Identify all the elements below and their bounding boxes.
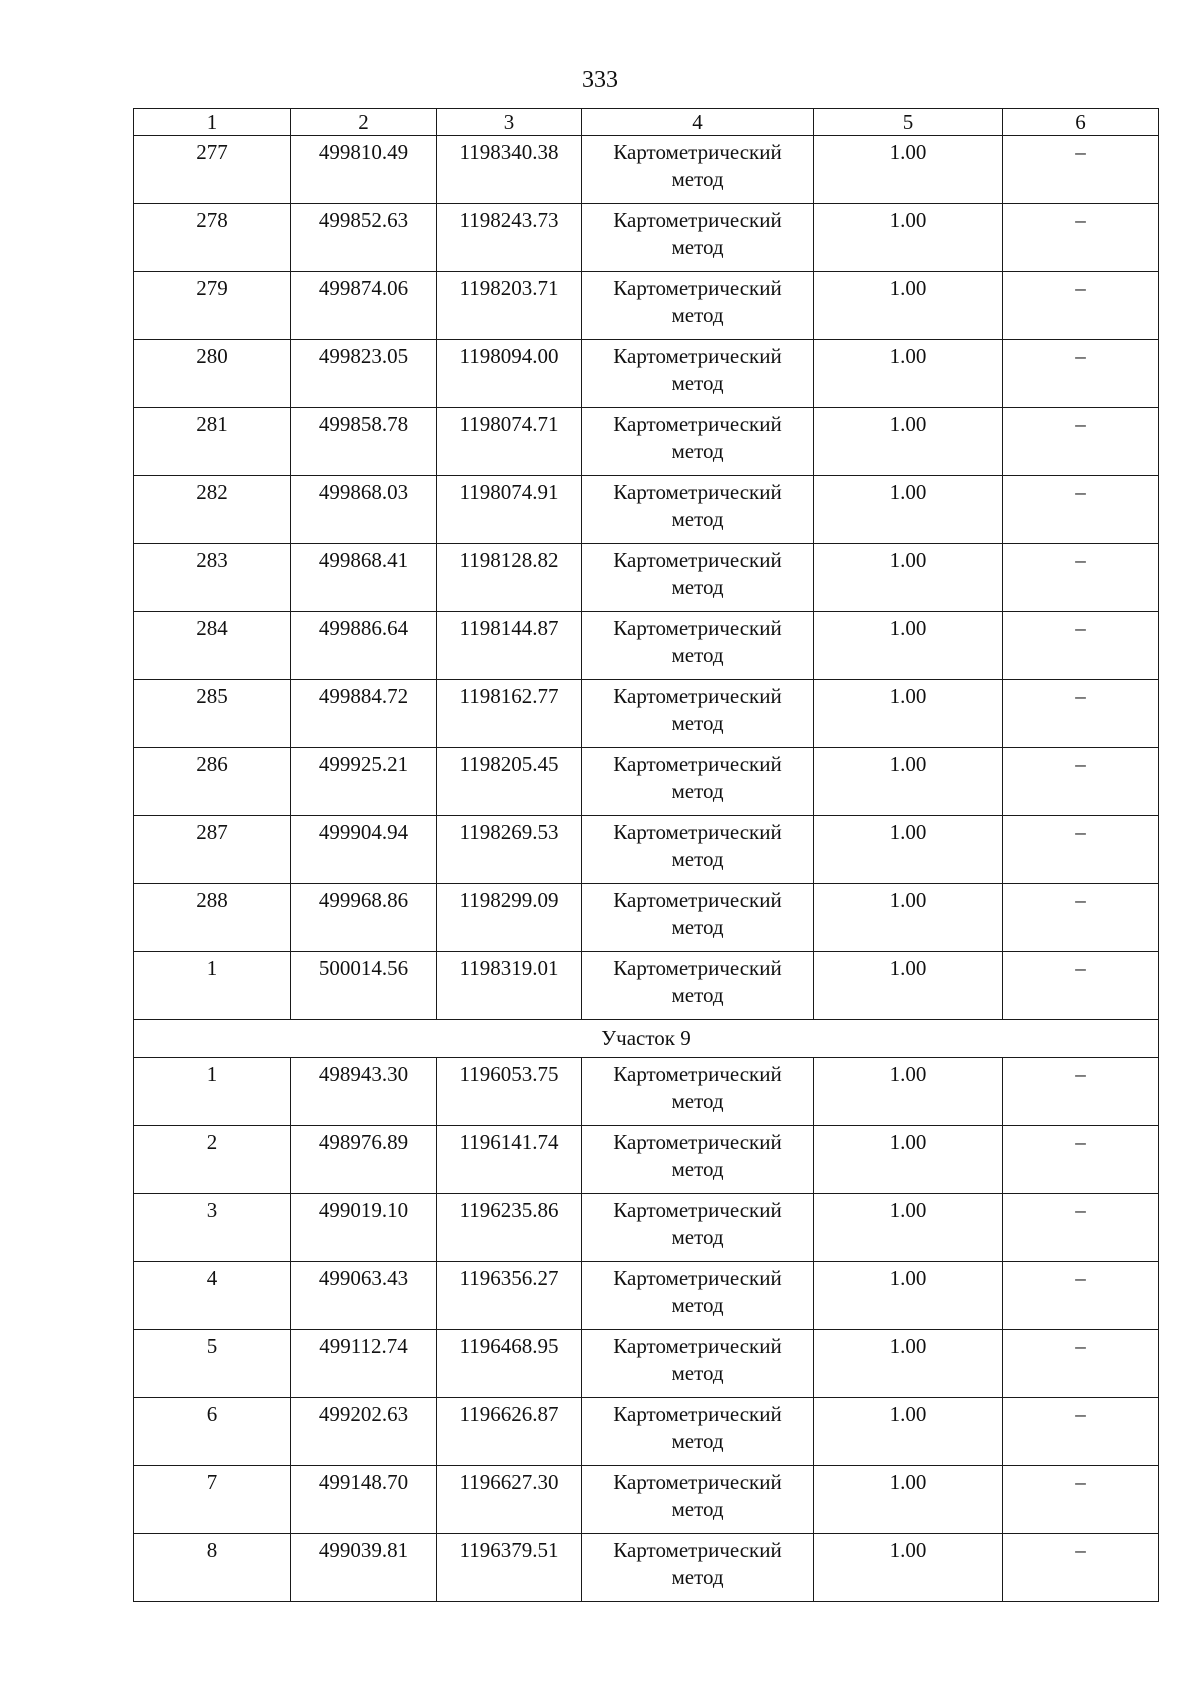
method-text: Картометрический метод (613, 1130, 782, 1181)
accuracy-cell: 1.00 (814, 204, 1003, 272)
page-number: 333 (582, 67, 618, 93)
method-cell (582, 884, 814, 952)
table-row (134, 1126, 1159, 1194)
table-row (134, 1534, 1159, 1602)
accuracy-cell: 1.00 (814, 1466, 1003, 1534)
x-coordinate-cell: 498943.30 (291, 1058, 437, 1126)
table-row (134, 1262, 1159, 1330)
table-header-row (134, 109, 1159, 136)
note-cell: – (1003, 884, 1159, 952)
y-coordinate-cell: 1198203.71 (437, 272, 582, 340)
section-title: Участок 9 (134, 1020, 1159, 1058)
method-cell (582, 340, 814, 408)
x-coordinate-cell: 499904.94 (291, 816, 437, 884)
method-text: Картометрический метод (613, 208, 782, 259)
accuracy-cell: 1.00 (814, 1262, 1003, 1330)
column-header: 6 (1003, 109, 1159, 136)
point-number-cell: 277 (134, 136, 291, 204)
method-cell (582, 1262, 814, 1330)
x-coordinate-cell: 499858.78 (291, 408, 437, 476)
table-row (134, 476, 1159, 544)
method-cell (582, 1126, 814, 1194)
table-row (134, 272, 1159, 340)
y-coordinate-cell: 1196379.51 (437, 1534, 582, 1602)
accuracy-cell: 1.00 (814, 1398, 1003, 1466)
point-number-cell: 1 (134, 1058, 291, 1126)
method-text: Картометрический метод (613, 616, 782, 667)
point-number-cell: 281 (134, 408, 291, 476)
note-cell: – (1003, 680, 1159, 748)
x-coordinate-cell: 500014.56 (291, 952, 437, 1020)
method-text: Картометрический метод (613, 820, 782, 871)
note-cell: – (1003, 1466, 1159, 1534)
method-cell (582, 748, 814, 816)
table-row (134, 612, 1159, 680)
method-cell (582, 136, 814, 204)
coordinates-table (133, 108, 1159, 1602)
note-cell: – (1003, 1126, 1159, 1194)
method-text: Картометрический метод (613, 1402, 782, 1453)
point-number-cell: 285 (134, 680, 291, 748)
x-coordinate-cell: 499884.72 (291, 680, 437, 748)
method-cell (582, 272, 814, 340)
y-coordinate-cell: 1196356.27 (437, 1262, 582, 1330)
method-text: Картометрический метод (613, 956, 782, 1007)
method-text: Картометрический метод (613, 140, 782, 191)
y-coordinate-cell: 1198128.82 (437, 544, 582, 612)
point-number-cell: 4 (134, 1262, 291, 1330)
accuracy-cell: 1.00 (814, 340, 1003, 408)
column-header: 3 (437, 109, 582, 136)
y-coordinate-cell: 1196235.86 (437, 1194, 582, 1262)
table-row (134, 544, 1159, 612)
table-row (134, 1058, 1159, 1126)
table-row (134, 1466, 1159, 1534)
x-coordinate-cell: 499874.06 (291, 272, 437, 340)
column-header: 4 (582, 109, 814, 136)
y-coordinate-cell: 1198269.53 (437, 816, 582, 884)
x-coordinate-cell: 499823.05 (291, 340, 437, 408)
y-coordinate-cell: 1196053.75 (437, 1058, 582, 1126)
accuracy-cell: 1.00 (814, 408, 1003, 476)
y-coordinate-cell: 1198299.09 (437, 884, 582, 952)
y-coordinate-cell: 1196626.87 (437, 1398, 582, 1466)
method-text: Картометрический метод (613, 480, 782, 531)
table-row (134, 204, 1159, 272)
method-text: Картометрический метод (613, 752, 782, 803)
y-coordinate-cell: 1198094.00 (437, 340, 582, 408)
x-coordinate-cell: 499063.43 (291, 1262, 437, 1330)
method-text: Картометрический метод (613, 888, 782, 939)
note-cell: – (1003, 476, 1159, 544)
note-cell: – (1003, 1330, 1159, 1398)
table-row (134, 1330, 1159, 1398)
note-cell: – (1003, 408, 1159, 476)
note-cell: – (1003, 204, 1159, 272)
x-coordinate-cell: 499868.03 (291, 476, 437, 544)
y-coordinate-cell: 1198205.45 (437, 748, 582, 816)
table-row (134, 748, 1159, 816)
note-cell: – (1003, 1398, 1159, 1466)
y-coordinate-cell: 1198162.77 (437, 680, 582, 748)
note-cell: – (1003, 952, 1159, 1020)
accuracy-cell: 1.00 (814, 952, 1003, 1020)
table-row (134, 952, 1159, 1020)
accuracy-cell: 1.00 (814, 1534, 1003, 1602)
accuracy-cell: 1.00 (814, 816, 1003, 884)
method-text: Картометрический метод (613, 1538, 782, 1589)
point-number-cell: 283 (134, 544, 291, 612)
method-cell (582, 1058, 814, 1126)
point-number-cell: 280 (134, 340, 291, 408)
x-coordinate-cell: 499148.70 (291, 1466, 437, 1534)
method-cell (582, 544, 814, 612)
column-header: 5 (814, 109, 1003, 136)
x-coordinate-cell: 498976.89 (291, 1126, 437, 1194)
point-number-cell: 284 (134, 612, 291, 680)
method-cell (582, 1194, 814, 1262)
x-coordinate-cell: 499810.49 (291, 136, 437, 204)
point-number-cell: 2 (134, 1126, 291, 1194)
note-cell: – (1003, 544, 1159, 612)
method-text: Картометрический метод (613, 1062, 782, 1113)
x-coordinate-cell: 499039.81 (291, 1534, 437, 1602)
point-number-cell: 288 (134, 884, 291, 952)
method-cell (582, 1466, 814, 1534)
table-row (134, 408, 1159, 476)
accuracy-cell: 1.00 (814, 680, 1003, 748)
method-cell (582, 408, 814, 476)
table-row (134, 680, 1159, 748)
accuracy-cell: 1.00 (814, 748, 1003, 816)
note-cell: – (1003, 136, 1159, 204)
accuracy-cell: 1.00 (814, 884, 1003, 952)
y-coordinate-cell: 1198319.01 (437, 952, 582, 1020)
accuracy-cell: 1.00 (814, 272, 1003, 340)
method-text: Картометрический метод (613, 684, 782, 735)
method-cell (582, 680, 814, 748)
note-cell: – (1003, 1058, 1159, 1126)
point-number-cell: 282 (134, 476, 291, 544)
note-cell: – (1003, 1534, 1159, 1602)
accuracy-cell: 1.00 (814, 136, 1003, 204)
x-coordinate-cell: 499852.63 (291, 204, 437, 272)
note-cell: – (1003, 612, 1159, 680)
note-cell: – (1003, 1194, 1159, 1262)
method-cell (582, 1534, 814, 1602)
y-coordinate-cell: 1198074.71 (437, 408, 582, 476)
x-coordinate-cell: 499886.64 (291, 612, 437, 680)
table-row (134, 816, 1159, 884)
point-number-cell: 286 (134, 748, 291, 816)
note-cell: – (1003, 1262, 1159, 1330)
table-row (134, 1398, 1159, 1466)
method-text: Картометрический метод (613, 1470, 782, 1521)
point-number-cell: 287 (134, 816, 291, 884)
accuracy-cell: 1.00 (814, 1194, 1003, 1262)
point-number-cell: 6 (134, 1398, 291, 1466)
method-text: Картометрический метод (613, 412, 782, 463)
column-header: 1 (134, 109, 291, 136)
method-cell (582, 1398, 814, 1466)
table-row (134, 1194, 1159, 1262)
method-cell (582, 612, 814, 680)
accuracy-cell: 1.00 (814, 612, 1003, 680)
table-row (134, 884, 1159, 952)
note-cell: – (1003, 340, 1159, 408)
method-cell (582, 952, 814, 1020)
method-cell (582, 816, 814, 884)
note-cell: – (1003, 272, 1159, 340)
method-text: Картометрический метод (613, 1266, 782, 1317)
x-coordinate-cell: 499019.10 (291, 1194, 437, 1262)
method-cell (582, 1330, 814, 1398)
point-number-cell: 7 (134, 1466, 291, 1534)
y-coordinate-cell: 1198144.87 (437, 612, 582, 680)
point-number-cell: 8 (134, 1534, 291, 1602)
section-row (134, 1020, 1159, 1058)
point-number-cell: 279 (134, 272, 291, 340)
y-coordinate-cell: 1198074.91 (437, 476, 582, 544)
table-row (134, 136, 1159, 204)
point-number-cell: 3 (134, 1194, 291, 1262)
point-number-cell: 5 (134, 1330, 291, 1398)
method-text: Картометрический метод (613, 344, 782, 395)
method-text: Картометрический метод (613, 1198, 782, 1249)
point-number-cell: 278 (134, 204, 291, 272)
note-cell: – (1003, 748, 1159, 816)
y-coordinate-cell: 1198243.73 (437, 204, 582, 272)
accuracy-cell: 1.00 (814, 1330, 1003, 1398)
table-row (134, 340, 1159, 408)
method-text: Картометрический метод (613, 276, 782, 327)
x-coordinate-cell: 499925.21 (291, 748, 437, 816)
accuracy-cell: 1.00 (814, 1126, 1003, 1194)
y-coordinate-cell: 1196141.74 (437, 1126, 582, 1194)
accuracy-cell: 1.00 (814, 1058, 1003, 1126)
note-cell: – (1003, 816, 1159, 884)
method-cell (582, 476, 814, 544)
x-coordinate-cell: 499968.86 (291, 884, 437, 952)
y-coordinate-cell: 1198340.38 (437, 136, 582, 204)
y-coordinate-cell: 1196468.95 (437, 1330, 582, 1398)
method-cell (582, 204, 814, 272)
point-number-cell: 1 (134, 952, 291, 1020)
x-coordinate-cell: 499868.41 (291, 544, 437, 612)
method-text: Картометрический метод (613, 548, 782, 599)
x-coordinate-cell: 499202.63 (291, 1398, 437, 1466)
y-coordinate-cell: 1196627.30 (437, 1466, 582, 1534)
accuracy-cell: 1.00 (814, 544, 1003, 612)
column-header: 2 (291, 109, 437, 136)
accuracy-cell: 1.00 (814, 476, 1003, 544)
x-coordinate-cell: 499112.74 (291, 1330, 437, 1398)
method-text: Картометрический метод (613, 1334, 782, 1385)
